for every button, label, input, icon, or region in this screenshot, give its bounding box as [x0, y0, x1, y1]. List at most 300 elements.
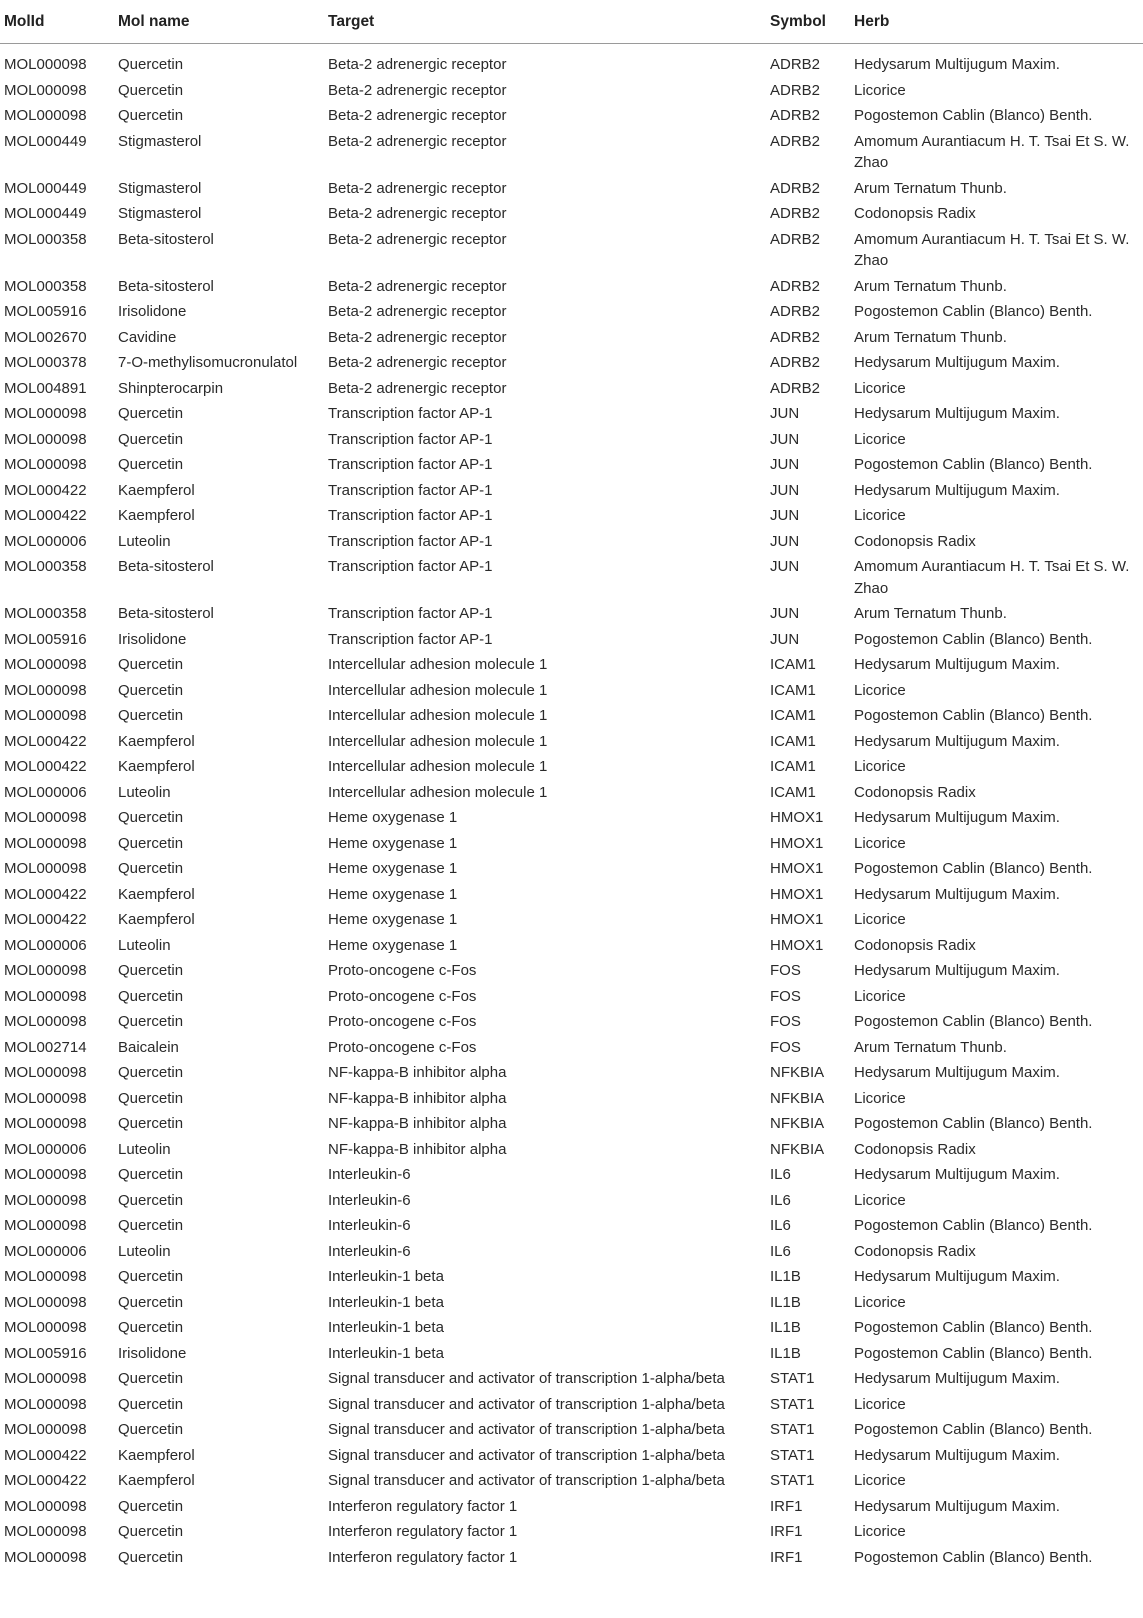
cell-herb: Licorice — [854, 758, 906, 775]
cell-symbol: ADRB2 — [770, 379, 821, 397]
table-row — [0, 1137, 1143, 1163]
cell-mol-name: Kaempferol — [118, 481, 195, 499]
cell-mol-name: Kaempferol — [118, 1472, 195, 1489]
cell-target: Transcription factor AP-1 — [328, 630, 493, 648]
cell-herb: Pogostemon Cablin (Blanco) Benth. — [854, 1013, 1093, 1030]
cell-mol-name: Quercetin — [118, 1166, 184, 1183]
cell-herb: Licorice — [854, 1191, 906, 1209]
cell-herb: Arum Ternatum Thunb. — [854, 328, 1007, 346]
cell-molid: MOL000098 — [4, 456, 87, 473]
table-row — [0, 1060, 1143, 1086]
cell-target: Heme oxygenase 1 — [328, 885, 458, 903]
cell-molid: MOL000098 — [4, 1089, 87, 1107]
cell-molid: MOL000449 — [4, 205, 87, 222]
cell-symbol: ADRB2 — [770, 303, 821, 320]
cell-molid: MOL000098 — [4, 1191, 87, 1209]
cell-target: Intercellular adhesion molecule 1 — [328, 783, 548, 801]
table-row — [0, 805, 1143, 831]
table-row — [0, 856, 1143, 882]
cell-herb: Pogostemon Cablin (Blanco) Benth. — [854, 1115, 1093, 1132]
cell-molid: MOL000098 — [4, 1370, 87, 1387]
cell-molid: MOL000098 — [4, 707, 87, 724]
cell-herb: Hedysarum Multijugum Maxim. — [854, 962, 1060, 979]
table-row — [0, 299, 1143, 325]
cell-mol-name: Quercetin — [118, 1089, 184, 1107]
cell-target: Proto-oncogene c-Fos — [328, 962, 477, 979]
cell-herb: Licorice — [854, 911, 906, 928]
cell-target: Proto-oncogene c-Fos — [328, 1013, 477, 1030]
cell-molid: MOL000098 — [4, 1421, 87, 1438]
cell-target: Transcription factor AP-1 — [328, 456, 493, 473]
table-row — [0, 176, 1143, 202]
table-row — [0, 554, 1143, 601]
cell-herb: Licorice — [854, 834, 906, 852]
cell-molid: MOL000098 — [4, 1293, 87, 1311]
cell-mol-name: Luteolin — [118, 936, 171, 954]
cell-molid: MOL000422 — [4, 911, 87, 928]
table-row — [0, 831, 1143, 857]
table-row — [0, 754, 1143, 780]
cell-symbol: ADRB2 — [770, 277, 821, 295]
cell-mol-name: Quercetin — [118, 1293, 184, 1311]
table-row — [0, 1315, 1143, 1341]
cell-molid: MOL000006 — [4, 1140, 87, 1158]
cell-symbol: HMOX1 — [770, 911, 824, 928]
cell-target: NF-kappa-B inhibitor alpha — [328, 1140, 507, 1158]
cell-symbol: ADRB2 — [770, 107, 821, 124]
table-row — [0, 652, 1143, 678]
cell-target: Interleukin-1 beta — [328, 1344, 444, 1362]
cell-mol-name: Beta-sitosterol — [118, 558, 214, 575]
header-target: Target — [328, 0, 770, 44]
cell-symbol: NFKBIA — [770, 1140, 825, 1158]
cell-symbol: IRF1 — [770, 1523, 803, 1540]
cell-herb: Licorice — [854, 987, 906, 1005]
cell-herb: Codonopsis Radix — [854, 936, 976, 954]
cell-target: Heme oxygenase 1 — [328, 834, 458, 852]
cell-molid: MOL002670 — [4, 328, 87, 346]
cell-mol-name: Irisolidone — [118, 630, 187, 648]
cell-target: Heme oxygenase 1 — [328, 936, 458, 954]
cell-symbol: NFKBIA — [770, 1064, 825, 1081]
cell-symbol: IL6 — [770, 1191, 791, 1209]
cell-mol-name: Kaempferol — [118, 507, 195, 524]
cell-symbol: JUN — [770, 430, 800, 448]
cell-herb: Pogostemon Cablin (Blanco) Benth. — [854, 1217, 1093, 1234]
cell-symbol: JUN — [770, 558, 800, 575]
cell-symbol: FOS — [770, 1013, 801, 1030]
cell-herb: Codonopsis Radix — [854, 783, 976, 801]
cell-symbol: IL1B — [770, 1268, 801, 1285]
header-mol-name: Mol name — [118, 0, 328, 44]
table-row — [0, 529, 1143, 555]
cell-symbol: STAT1 — [770, 1446, 815, 1464]
table-row — [0, 103, 1143, 129]
table-row — [0, 907, 1143, 933]
table-body — [0, 44, 1143, 1571]
table-row — [0, 1494, 1143, 1520]
cell-symbol: HMOX1 — [770, 860, 824, 877]
cell-mol-name: Quercetin — [118, 1421, 184, 1438]
cell-herb: Arum Ternatum Thunb. — [854, 179, 1007, 197]
cell-molid: MOL000358 — [4, 230, 87, 248]
table-row — [0, 627, 1143, 653]
cell-mol-name: Shinpterocarpin — [118, 379, 224, 397]
cell-mol-name: Luteolin — [118, 1242, 171, 1260]
cell-symbol: ADRB2 — [770, 179, 821, 197]
cell-target: NF-kappa-B inhibitor alpha — [328, 1089, 507, 1107]
cell-herb: Hedysarum Multijugum Maxim. — [854, 656, 1060, 673]
cell-symbol: JUN — [770, 481, 800, 499]
table-row — [0, 1009, 1143, 1035]
cell-molid: MOL000449 — [4, 179, 87, 197]
cell-molid: MOL000422 — [4, 1472, 87, 1489]
cell-symbol: IRF1 — [770, 1497, 803, 1515]
cell-molid: MOL000098 — [4, 1217, 87, 1234]
cell-herb: Pogostemon Cablin (Blanco) Benth. — [854, 860, 1093, 877]
cell-mol-name: Quercetin — [118, 107, 184, 124]
table-row — [0, 1086, 1143, 1112]
cell-mol-name: Beta-sitosterol — [118, 605, 214, 622]
cell-molid: MOL000449 — [4, 132, 87, 150]
cell-molid: MOL000098 — [4, 1013, 87, 1030]
cell-herb: Licorice — [854, 681, 906, 699]
cell-symbol: ADRB2 — [770, 354, 821, 371]
cell-herb: Arum Ternatum Thunb. — [854, 605, 1007, 622]
cell-symbol: HMOX1 — [770, 834, 824, 852]
cell-mol-name: Quercetin — [118, 860, 184, 877]
cell-symbol: ADRB2 — [770, 230, 821, 248]
cell-target: NF-kappa-B inhibitor alpha — [328, 1115, 507, 1132]
cell-molid: MOL000006 — [4, 936, 87, 954]
cell-target: Signal transducer and activator of transcription 1-alpha/beta — [328, 1421, 725, 1438]
cell-mol-name: Luteolin — [118, 532, 171, 550]
cell-target: Interleukin-1 beta — [328, 1268, 444, 1285]
table-row — [0, 703, 1143, 729]
cell-herb: Pogostemon Cablin (Blanco) Benth. — [854, 303, 1093, 320]
cell-herb: Licorice — [854, 1523, 906, 1540]
cell-target: Signal transducer and activator of transcription 1-alpha/beta — [328, 1472, 725, 1489]
cell-herb: Amomum Aurantiacum H. T. Tsai Et S. W. Zhao — [854, 230, 1130, 269]
cell-symbol: ADRB2 — [770, 205, 821, 222]
cell-herb: Hedysarum Multijugum Maxim. — [854, 1497, 1060, 1515]
cell-herb: Hedysarum Multijugum Maxim. — [854, 1370, 1060, 1387]
table-row — [0, 1035, 1143, 1061]
table-row — [0, 678, 1143, 704]
table-header — [0, 0, 1143, 44]
table-row — [0, 325, 1143, 351]
cell-molid: MOL000098 — [4, 1166, 87, 1183]
table-row — [0, 1162, 1143, 1188]
cell-symbol: STAT1 — [770, 1395, 815, 1413]
cell-mol-name: Quercetin — [118, 1268, 184, 1285]
cell-target: Intercellular adhesion molecule 1 — [328, 681, 548, 699]
cell-herb: Licorice — [854, 507, 906, 524]
cell-herb: Licorice — [854, 1395, 906, 1413]
cell-molid: MOL000422 — [4, 1446, 87, 1464]
cell-molid: MOL000422 — [4, 732, 87, 750]
cell-mol-name: 7-O-methylisomucronulatol — [118, 354, 298, 371]
cell-symbol: HMOX1 — [770, 936, 824, 954]
cell-herb: Arum Ternatum Thunb. — [854, 277, 1007, 295]
cell-mol-name: Kaempferol — [118, 758, 195, 775]
cell-molid: MOL005916 — [4, 630, 87, 648]
cell-mol-name: Quercetin — [118, 1319, 184, 1336]
cell-molid: MOL000098 — [4, 860, 87, 877]
cell-target: Interleukin-6 — [328, 1191, 411, 1209]
cell-molid: MOL000006 — [4, 783, 87, 801]
cell-molid: MOL000422 — [4, 885, 87, 903]
cell-herb: Hedysarum Multijugum Maxim. — [854, 1268, 1060, 1285]
cell-target: Signal transducer and activator of transcription 1-alpha/beta — [328, 1395, 725, 1413]
cell-mol-name: Quercetin — [118, 1497, 184, 1515]
cell-target: Proto-oncogene c-Fos — [328, 987, 477, 1005]
cell-target: Beta-2 adrenergic receptor — [328, 81, 507, 99]
cell-mol-name: Quercetin — [118, 1548, 184, 1566]
cell-mol-name: Irisolidone — [118, 303, 187, 320]
cell-mol-name: Kaempferol — [118, 885, 195, 903]
cell-mol-name: Quercetin — [118, 456, 184, 473]
cell-mol-name: Quercetin — [118, 1370, 184, 1387]
cell-herb: Codonopsis Radix — [854, 1242, 976, 1260]
cell-target: Transcription factor AP-1 — [328, 481, 493, 499]
cell-molid: MOL002714 — [4, 1038, 87, 1056]
cell-molid: MOL000098 — [4, 962, 87, 979]
cell-herb: Amomum Aurantiacum H. T. Tsai Et S. W. Zhao — [854, 132, 1130, 171]
cell-mol-name: Stigmasterol — [118, 179, 202, 197]
cell-symbol: JUN — [770, 507, 800, 524]
cell-molid: MOL000422 — [4, 481, 87, 499]
cell-symbol: FOS — [770, 1038, 801, 1056]
cell-molid: MOL000098 — [4, 681, 87, 699]
table-row — [0, 1545, 1143, 1571]
cell-symbol: STAT1 — [770, 1472, 815, 1489]
table-row — [0, 427, 1143, 453]
cell-mol-name: Quercetin — [118, 707, 184, 724]
cell-symbol: JUN — [770, 605, 800, 622]
cell-mol-name: Quercetin — [118, 405, 184, 422]
cell-symbol: IL1B — [770, 1344, 801, 1362]
cell-target: Beta-2 adrenergic receptor — [328, 107, 507, 124]
table-row — [0, 1392, 1143, 1418]
cell-molid: MOL000006 — [4, 1242, 87, 1260]
cell-herb: Licorice — [854, 81, 906, 99]
cell-mol-name: Quercetin — [118, 809, 184, 826]
cell-target: Transcription factor AP-1 — [328, 605, 493, 622]
cell-herb: Hedysarum Multijugum Maxim. — [854, 809, 1060, 826]
table-row — [0, 376, 1143, 402]
cell-mol-name: Luteolin — [118, 1140, 171, 1158]
cell-target: Intercellular adhesion molecule 1 — [328, 732, 548, 750]
cell-herb: Codonopsis Radix — [854, 532, 976, 550]
cell-mol-name: Quercetin — [118, 987, 184, 1005]
cell-target: Heme oxygenase 1 — [328, 911, 458, 928]
cell-herb: Pogostemon Cablin (Blanco) Benth. — [854, 707, 1093, 724]
cell-herb: Hedysarum Multijugum Maxim. — [854, 732, 1060, 750]
cell-target: Interferon regulatory factor 1 — [328, 1548, 518, 1566]
table-row — [0, 1519, 1143, 1545]
cell-herb: Hedysarum Multijugum Maxim. — [854, 1166, 1060, 1183]
cell-herb: Hedysarum Multijugum Maxim. — [854, 1064, 1060, 1081]
cell-herb: Pogostemon Cablin (Blanco) Benth. — [854, 1548, 1093, 1566]
cell-target: Intercellular adhesion molecule 1 — [328, 707, 548, 724]
cell-symbol: ICAM1 — [770, 707, 816, 724]
cell-symbol: STAT1 — [770, 1421, 815, 1438]
cell-herb: Pogostemon Cablin (Blanco) Benth. — [854, 107, 1093, 124]
cell-herb: Licorice — [854, 1089, 906, 1107]
cell-herb: Hedysarum Multijugum Maxim. — [854, 1446, 1060, 1464]
cell-mol-name: Quercetin — [118, 56, 184, 73]
table-row — [0, 984, 1143, 1010]
cell-molid: MOL000358 — [4, 558, 87, 575]
table-row — [0, 1341, 1143, 1367]
table-row — [0, 1188, 1143, 1214]
cell-symbol: IRF1 — [770, 1548, 803, 1566]
cell-mol-name: Irisolidone — [118, 1344, 187, 1362]
cell-mol-name: Quercetin — [118, 656, 184, 673]
cell-symbol: ICAM1 — [770, 681, 816, 699]
cell-molid: MOL000378 — [4, 354, 87, 371]
cell-mol-name: Quercetin — [118, 1013, 184, 1030]
table-row — [0, 503, 1143, 529]
cell-mol-name: Quercetin — [118, 81, 184, 99]
cell-target: Intercellular adhesion molecule 1 — [328, 758, 548, 775]
cell-molid: MOL000098 — [4, 405, 87, 422]
cell-mol-name: Quercetin — [118, 1395, 184, 1413]
cell-target: Beta-2 adrenergic receptor — [328, 132, 507, 150]
cell-target: Interferon regulatory factor 1 — [328, 1497, 518, 1515]
table-row — [0, 1468, 1143, 1494]
cell-molid: MOL000098 — [4, 1548, 87, 1566]
cell-target: Proto-oncogene c-Fos — [328, 1038, 477, 1056]
cell-target: Transcription factor AP-1 — [328, 430, 493, 448]
table-row — [0, 201, 1143, 227]
cell-symbol: STAT1 — [770, 1370, 815, 1387]
cell-herb: Arum Ternatum Thunb. — [854, 1038, 1007, 1056]
cell-target: Heme oxygenase 1 — [328, 860, 458, 877]
table-row — [0, 958, 1143, 984]
cell-target: Beta-2 adrenergic receptor — [328, 277, 507, 295]
table-row — [0, 78, 1143, 104]
cell-target: Beta-2 adrenergic receptor — [328, 179, 507, 197]
cell-molid: MOL000098 — [4, 1064, 87, 1081]
cell-mol-name: Kaempferol — [118, 732, 195, 750]
cell-herb: Pogostemon Cablin (Blanco) Benth. — [854, 1319, 1093, 1336]
cell-mol-name: Baicalein — [118, 1038, 179, 1056]
cell-mol-name: Kaempferol — [118, 911, 195, 928]
cell-molid: MOL000098 — [4, 656, 87, 673]
cell-mol-name: Stigmasterol — [118, 205, 202, 222]
cell-herb: Pogostemon Cablin (Blanco) Benth. — [854, 1421, 1093, 1438]
cell-symbol: JUN — [770, 532, 800, 550]
cell-mol-name: Quercetin — [118, 1064, 184, 1081]
cell-symbol: IL1B — [770, 1293, 801, 1311]
table-row — [0, 882, 1143, 908]
table-row — [0, 350, 1143, 376]
cell-symbol: ADRB2 — [770, 56, 821, 73]
cell-herb: Hedysarum Multijugum Maxim. — [854, 354, 1060, 371]
cell-mol-name: Quercetin — [118, 834, 184, 852]
cell-herb: Hedysarum Multijugum Maxim. — [854, 56, 1060, 73]
cell-mol-name: Kaempferol — [118, 1446, 195, 1464]
cell-molid: MOL000006 — [4, 532, 87, 550]
table-row — [0, 780, 1143, 806]
cell-molid: MOL000098 — [4, 834, 87, 852]
cell-target: Transcription factor AP-1 — [328, 507, 493, 524]
cell-herb: Codonopsis Radix — [854, 1140, 976, 1158]
header-herb: Herb — [854, 0, 1143, 44]
table-row — [0, 478, 1143, 504]
cell-target: Beta-2 adrenergic receptor — [328, 328, 507, 346]
cell-symbol: IL6 — [770, 1242, 791, 1260]
cell-symbol: JUN — [770, 456, 800, 473]
cell-symbol: FOS — [770, 962, 801, 979]
cell-target: Transcription factor AP-1 — [328, 405, 493, 422]
cell-herb: Pogostemon Cablin (Blanco) Benth. — [854, 1344, 1093, 1362]
table-row — [0, 227, 1143, 274]
cell-mol-name: Quercetin — [118, 1217, 184, 1234]
cell-herb: Licorice — [854, 1293, 906, 1311]
cell-herb: Hedysarum Multijugum Maxim. — [854, 481, 1060, 499]
table-row — [0, 1417, 1143, 1443]
cell-symbol: IL6 — [770, 1217, 791, 1234]
cell-molid: MOL000098 — [4, 1319, 87, 1336]
cell-mol-name: Quercetin — [118, 1191, 184, 1209]
cell-symbol: ADRB2 — [770, 81, 821, 99]
cell-mol-name: Quercetin — [118, 1115, 184, 1132]
cell-herb: Licorice — [854, 430, 906, 448]
cell-symbol: ADRB2 — [770, 132, 821, 150]
cell-molid: MOL000098 — [4, 809, 87, 826]
cell-target: Beta-2 adrenergic receptor — [328, 56, 507, 73]
table-row — [0, 129, 1143, 176]
cell-target: Beta-2 adrenergic receptor — [328, 205, 507, 222]
cell-symbol: HMOX1 — [770, 885, 824, 903]
cell-herb: Codonopsis Radix — [854, 205, 976, 222]
cell-symbol: ICAM1 — [770, 732, 816, 750]
table-row — [0, 1213, 1143, 1239]
table-row — [0, 274, 1143, 300]
cell-mol-name: Quercetin — [118, 430, 184, 448]
cell-molid: MOL000358 — [4, 277, 87, 295]
cell-target: Interleukin-6 — [328, 1217, 411, 1234]
table-row — [0, 1111, 1143, 1137]
cell-mol-name: Cavidine — [118, 328, 177, 346]
cell-target: Beta-2 adrenergic receptor — [328, 379, 507, 397]
cell-target: NF-kappa-B inhibitor alpha — [328, 1064, 507, 1081]
cell-molid: MOL000098 — [4, 107, 87, 124]
cell-molid: MOL000098 — [4, 1523, 87, 1540]
cell-target: Interferon regulatory factor 1 — [328, 1523, 518, 1540]
cell-herb: Licorice — [854, 379, 906, 397]
cell-herb: Hedysarum Multijugum Maxim. — [854, 405, 1060, 422]
cell-mol-name: Beta-sitosterol — [118, 277, 214, 295]
table-row — [0, 1290, 1143, 1316]
table-row — [0, 601, 1143, 627]
cell-molid: MOL000098 — [4, 56, 87, 73]
cell-symbol: ICAM1 — [770, 758, 816, 775]
cell-molid: MOL005916 — [4, 303, 87, 320]
cell-symbol: ICAM1 — [770, 783, 816, 801]
cell-target: Interleukin-1 beta — [328, 1293, 444, 1311]
header-molid: MolId — [0, 0, 118, 44]
cell-target: Interleukin-6 — [328, 1242, 411, 1260]
cell-molid: MOL004891 — [4, 379, 87, 397]
cell-symbol: NFKBIA — [770, 1115, 825, 1132]
table-row — [0, 729, 1143, 755]
cell-molid: MOL000422 — [4, 507, 87, 524]
cell-herb: Licorice — [854, 1472, 906, 1489]
